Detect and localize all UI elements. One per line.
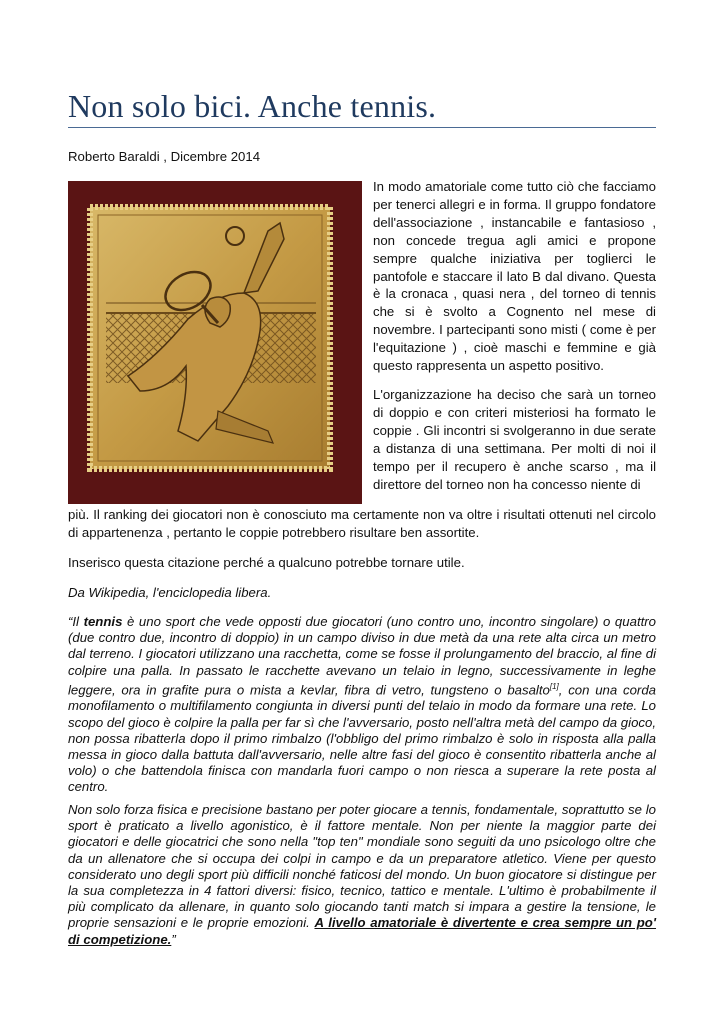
intro-column: [373, 178, 656, 493]
footnote-reference[interactable]: [1]: [549, 681, 559, 691]
quote2-close: ”: [171, 931, 176, 947]
intro-paragraph: In modo amatoriale come tutto ciò che facciamo per tenerci allegri e in forma. Il gruppo fondatore dell'associazione , instancabile e fantasioso , non concede tregua agli amici e propone sempre qualche iniziativa per toglierci le pantofole e staccare il lato B dal divano. Questa è la cronaca , quasi nera , del torneo di tennis che si è svolto a Cognento nel mese di novembre. I partecipanti sono misti ( come è per l'equitazione ) , cioè maschi e femmine e già questo rappresenta un aspetto positivo.: [373, 179, 656, 374]
wikipedia-quote: [68, 614, 656, 796]
quote-term: tennis: [83, 614, 123, 629]
organization-paragraph: L'organizzazione ha deciso che sarà un torneo di doppio e con criteri misteriosi ha formato le coppie . Gli incontri si svolgeranno in due serate a distanza di una settimana. Per molti di noi il tempo per il recupero è anche scarso , ma il direttore del torneo non ha concesso niente di: [373, 386, 656, 492]
quote-open: “Il: [68, 614, 84, 629]
quote2-text: Non solo forza fisica e precisione bastano per poter giocare a tennis, fondamentale, soprattutto se lo sport è praticato a livello agonistico, è il fattore mentale. Non per niente la maggior parte dei giocatori e delle giocatrici che sono nella "top ten" mondiale sono seguiti da uno psicologo oltre che da un allenatore che si occupa dei colpi in campo e da un preparatore atletico. Viene per questo considerato uno degli sport più difficili nonché faticosi del mondo. Un buon giocatore si distingue per la sua completezza in 4 fattori diversi: fisico, tecnico, tattico e mentale. L'ultimo è probabilmente il più complicato da allenare, in quanto solo giocando tanti match si impara a gestire la tensione, le proprie sensazioni e le proprie emozioni.: [68, 802, 656, 931]
quote-part-1: è uno sport che vede opposti due giocatori (uno contro uno, incontro singolare) o quattro (due contro due, incontro di doppio) in un campo diviso in due metà da una rete alta circa un metro dal terreno. I giocatori utilizzano una racchetta, come se fosse il prolungamento del braccio, al fine di colpire una palla. In passato le racchette avevano un telaio in legno, successivamente in leghe leggere, ora in grafite pura o mista a kevlar, fibra di vetro, tungsteno o basalto: [68, 614, 656, 698]
citation-source: Da Wikipedia, l'enciclopedia libera.: [68, 585, 272, 600]
title-divider: [68, 127, 656, 128]
quote2-bold-conclusion: A livello amatoriale è divertente e crea sempre un po' di competizione.: [68, 915, 657, 947]
author-line: Roberto Baraldi , Dicembre 2014: [68, 149, 261, 164]
quote-part-2: , con una corda monofilamento o multifilamento congiunta in diversi punti del telaio in modo da formare una rete. Lo scopo del gioco è colpire la palla per far sì che l'avversario, posto nell'altra metà del campo da gioco, non possa ribatterla dopo il primo rimbalzo (l'obbligo del primo rimbalzo è solo in risposta alla palla messa in gioco dalla battuta dall'avversario, nelle altre fasi del gioco è consentito ribatterla anche al volo) o che battendola finisca con mandarla fuori campo o non riesca a superare la rete posta al centro.: [68, 682, 656, 795]
organization-paragraph-continuation: più. Il ranking dei giocatori non è conosciuto ma certamente non va oltre i risultati ottenuti nel circolo di appartenenza , pertanto le coppie potrebbero risultare ben assortite.: [68, 507, 656, 540]
mental-factor-quote: [68, 802, 656, 948]
citation-intro: Inserisco questa citazione perché a qualcuno potrebbe tornare utile.: [68, 555, 465, 570]
tennis-plaque-image: [68, 181, 362, 504]
page-title: Non solo bici. Anche tennis.: [68, 88, 437, 124]
